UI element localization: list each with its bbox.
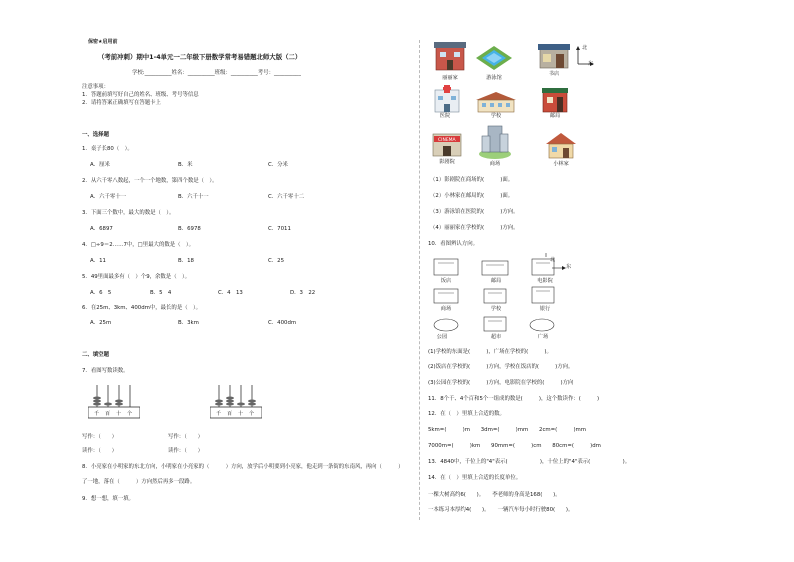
q6-option-a[interactable]: A．25m xyxy=(90,320,112,326)
map1-label-xiaolin-home: 小林家 xyxy=(553,161,569,167)
question-2: 2．从六千零八数起，一个一个地数，第四个数是（ ）。 xyxy=(82,178,218,184)
question-9: 9．想一想，填一填。 xyxy=(82,496,134,502)
q7-read-1: 读作：（ ） xyxy=(82,448,118,454)
q4-option-a[interactable]: A．11 xyxy=(90,258,106,264)
q5-option-a[interactable]: A．6 5 xyxy=(90,290,112,296)
q1-option-c[interactable]: C．分米 xyxy=(268,162,288,168)
map2-question-3: (3)公园在学校的( )方向，电影院在学校的( )方向 xyxy=(428,380,574,386)
hospital-icon xyxy=(432,84,462,114)
compass-east-label: 东 xyxy=(588,61,594,67)
map1-label-lili-home: 丽丽家 xyxy=(442,75,458,81)
park-icon xyxy=(434,319,458,331)
question-3: 3．下面三个数中，最大的数是（ ）。 xyxy=(82,210,175,216)
map1-question-2: （2）小林家在邮局的( )面。 xyxy=(430,193,514,199)
unit-conversion-line-2: 7000m=( )km 90mm=( )cm 80cm=( )dm xyxy=(428,443,601,449)
q7-read-2: 读作：（ ） xyxy=(168,448,204,454)
map2-east-label: 东 xyxy=(566,264,572,270)
map1-label-hospital: 医院 xyxy=(439,113,451,119)
question-4: 4．□÷9＝2……7中，□里最大的数是（ ）。 xyxy=(82,242,194,248)
question-7: 7．看图写数读数。 xyxy=(82,368,129,374)
abacus-2-label-thousands: 千 xyxy=(216,411,222,417)
q6-option-c[interactable]: C．400dm xyxy=(268,320,297,326)
q3-option-c[interactable]: C．7011 xyxy=(268,226,291,232)
unit-conversion-line-1: 5km=( )m 3dm=( )mm 2cm=( )mm xyxy=(428,427,587,433)
abacus-1 xyxy=(88,382,140,422)
q5-option-b[interactable]: B．5 4 xyxy=(150,290,172,296)
map1-question-3: （3）游泳馆在医院的( )方向。 xyxy=(430,209,519,215)
question-6: 6．在25m、3km、400dm中，最长的是（ ）。 xyxy=(82,305,202,311)
post-office-icon xyxy=(540,84,570,114)
school-icon xyxy=(474,90,518,114)
q3-option-a[interactable]: A．6897 xyxy=(90,226,113,232)
map1-question-4: （4）丽丽家在学校的( )方向。 xyxy=(430,225,519,231)
abacus-1-label-tens: 十 xyxy=(116,411,122,417)
map2-label-square: 广场 xyxy=(537,334,549,340)
q1-option-b[interactable]: B．米 xyxy=(178,162,193,168)
question-12: 12．在（ ）里填上合适的数。 xyxy=(428,411,505,417)
map2-compass-arrow-icon xyxy=(548,262,568,272)
q5-option-c[interactable]: C．4 13 xyxy=(218,290,243,296)
bookstore-icon xyxy=(536,40,572,70)
q1-option-a[interactable]: A．厘米 xyxy=(90,162,110,168)
map2-north-label: 北 xyxy=(550,257,556,263)
map2-label-post-office: 邮局 xyxy=(490,278,502,284)
abacus-2-label-tens: 十 xyxy=(238,411,244,417)
question-10: 10．看图辨认方向。 xyxy=(428,241,478,247)
school-2-icon xyxy=(484,289,506,303)
lili-home-icon xyxy=(430,40,470,76)
section-1-heading: 一、选择题 xyxy=(82,132,109,138)
abacus-2 xyxy=(210,382,262,422)
map2-label-park: 公园 xyxy=(436,334,448,340)
secret-label: 保密★启用前 xyxy=(88,39,118,45)
question-8-line-1: 8．小亮家在小明家的东北方向，小明家在小亮家的（ ）方向，放学后小明要到小亮家，他走到一条街的东南风，再向（ ） xyxy=(82,464,404,470)
map2-question-2: (2)饭店在学校的( )方向，学校在饭店的( )方向。 xyxy=(428,364,574,370)
note-2: 2．请将答案正确填写在答题卡上 xyxy=(82,100,161,106)
note-1: 1．答题前填写好自己的姓名、班级、考号等信息 xyxy=(82,92,199,98)
abacus-2-label-ones: 个 xyxy=(249,411,255,417)
map2-label-supermarket: 超市 xyxy=(490,334,502,340)
map1-label-mall: 商场 xyxy=(489,161,501,167)
cinema-icon xyxy=(430,128,464,158)
question-5: 5．49里面最多有（ ）个9，余数是（ ）。 xyxy=(82,274,191,280)
abacus-2-label-hundreds: 百 xyxy=(227,411,233,417)
question-13: 13．4840中，千位上的"4"表示( )，十位上的"4"表示( )。 xyxy=(428,459,631,465)
length-unit-line-1: 一棵大树高约6( )。 李老师的身高是168( )。 xyxy=(428,492,561,498)
map2-label-cinema: 电影院 xyxy=(537,278,553,284)
q2-option-c[interactable]: C．六千零十二 xyxy=(268,194,305,200)
map2-grid xyxy=(428,253,568,343)
q4-option-b[interactable]: B．18 xyxy=(178,258,194,264)
q4-option-c[interactable]: C．25 xyxy=(268,258,285,264)
map2-label-mall: 商场 xyxy=(440,306,452,312)
q7-write-1: 写作：（ ） xyxy=(82,434,118,440)
question-1: 1．桌子长80（ ）。 xyxy=(82,146,133,152)
compass-north-label: 北 xyxy=(582,45,588,51)
section-2-heading: 二、填空题 xyxy=(82,352,109,358)
map1-label-cinema: 影剧院 xyxy=(439,159,455,165)
q2-option-b[interactable]: B．六千十一 xyxy=(178,194,209,200)
map2-label-school: 学校 xyxy=(490,306,502,312)
abacus-1-label-hundreds: 百 xyxy=(105,411,111,417)
q3-option-b[interactable]: B．6978 xyxy=(178,226,201,232)
mall-icon xyxy=(476,122,514,160)
map2-question-1: (1)学校的东面是( )，广场在学校的( )。 xyxy=(428,349,552,355)
map2-label-bank: 银行 xyxy=(539,306,551,312)
xiaolin-home-icon xyxy=(544,130,578,160)
q5-option-d[interactable]: D．3 22 xyxy=(290,290,316,296)
bank-icon xyxy=(532,287,554,303)
map1-label-post-office: 邮局 xyxy=(549,113,561,119)
map1-label-school: 学校 xyxy=(490,113,502,119)
map1-label-swimming-pool: 游泳馆 xyxy=(486,75,502,81)
question-11: 11．8个千、4个百和5个一组成的数是( )，这个数读作：( ) xyxy=(428,396,600,402)
supermarket-icon xyxy=(484,317,506,331)
question-8-line-2: 了一地，落在（ ）方向然后再多一段路。 xyxy=(82,479,196,485)
square-icon xyxy=(530,319,554,331)
map1-question-1: （1）影剧院在商场的( )面。 xyxy=(430,177,514,183)
mall-2-icon xyxy=(434,289,458,303)
q7-write-2: 写作：（ ） xyxy=(168,434,204,440)
question-14: 14．在（ ）里填上合适的长度单位。 xyxy=(428,475,522,481)
exam-title: （考前冲刺）期中1-4单元一二年级下册数学常考易错题北师大版（二） xyxy=(98,53,302,61)
svg-text:CINEMA: CINEMA xyxy=(438,138,456,143)
length-unit-line-2: 一本练习本厚约4( )。 一辆汽车每小时行驶80( )。 xyxy=(428,507,574,513)
post-office-2-icon xyxy=(482,261,508,275)
column-separator xyxy=(419,40,420,520)
map1-label-bookstore: 书店 xyxy=(548,71,560,77)
notes-title: 注意事项： xyxy=(82,84,109,90)
student-info-line: 学校:__________姓名：__________班级：__________考号：__________ xyxy=(132,70,301,76)
abacus-1-label-ones: 个 xyxy=(127,411,133,417)
abacus-1-label-thousands: 千 xyxy=(94,411,100,417)
swimming-pool-icon xyxy=(472,40,516,74)
restaurant-icon xyxy=(434,259,458,275)
q6-option-b[interactable]: B．3km xyxy=(178,320,199,326)
q2-option-a[interactable]: A．六千零十一 xyxy=(90,194,127,200)
map2-label-restaurant: 饭店 xyxy=(440,278,452,284)
